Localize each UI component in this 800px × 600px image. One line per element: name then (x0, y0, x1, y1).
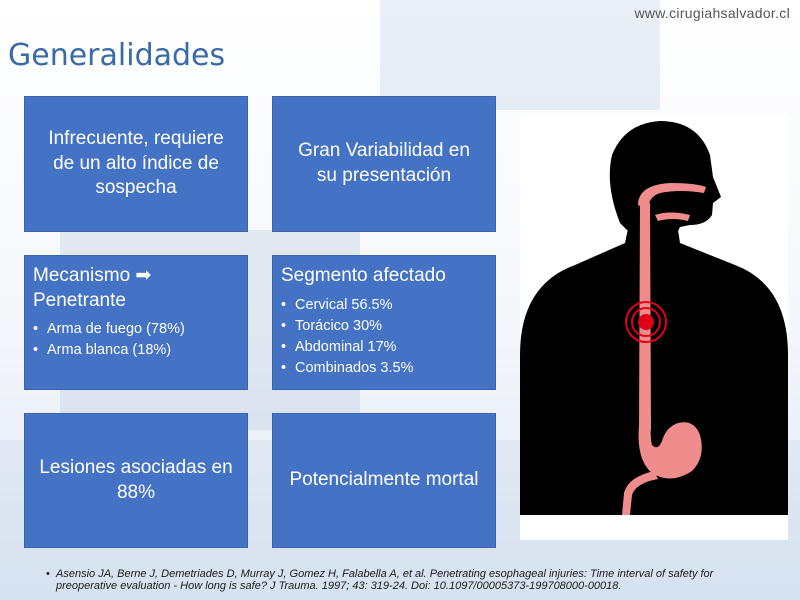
list-item: • Torácico 30% (281, 316, 487, 337)
box-variabilidad (272, 96, 496, 232)
reference-citation (46, 568, 776, 592)
bullet-icon: • (281, 317, 287, 334)
box-segmento (272, 255, 496, 390)
box-variabilidad-text: Gran Variabilidad en su presentación (298, 140, 470, 186)
box-mecanismo (24, 255, 248, 390)
list-item: • Abdominal 17% (281, 337, 487, 358)
bullet-icon: • (281, 359, 287, 376)
bullet-icon: • (33, 342, 39, 359)
box-lesiones-text: Lesiones asociadas en 88% (39, 456, 233, 503)
list-item: • Arma blanca (18%) (33, 340, 239, 361)
segmento-list (281, 295, 487, 379)
site-url: www.cirugiahsalvador.cl (634, 5, 790, 21)
box-sospecha (24, 96, 248, 232)
esophagus-anatomy-illustration (520, 115, 788, 540)
list-item: • Cervical 56.5% (281, 295, 487, 316)
box-lesiones (24, 413, 248, 548)
box-sospecha-text: Infrecuente, requiere de un alto índice de sospecha (48, 127, 224, 199)
bullet-icon: • (281, 296, 287, 313)
mecanismo-list (33, 319, 239, 361)
bullet-icon: • (281, 338, 287, 355)
box-mortal (272, 413, 496, 548)
reference-text: Asensio JA, Berne J, Demetriades D, Murray J, Gomez H, Falabella A, et al. Penetrating esophageal injuries: Time interval of safety for preoperative evaluation - How long is safe? J Trauma. 1997; 43: 319-24. Doi: 10.1097/00005373-199708000-00018. (56, 568, 714, 592)
bullet-icon: • (33, 321, 39, 338)
bullet-icon: • (46, 568, 50, 580)
list-item: • Arma de fuego (78%) (33, 319, 239, 340)
page-title: Generalidades (8, 38, 226, 73)
box-segmento-heading: Segmento afectado (281, 265, 446, 286)
box-mecanismo-heading: Mecanismo ➡ Penetrante (33, 265, 152, 311)
box-mortal-text: Potencialmente mortal (289, 469, 479, 491)
list-item: • Combinados 3.5% (281, 358, 487, 379)
